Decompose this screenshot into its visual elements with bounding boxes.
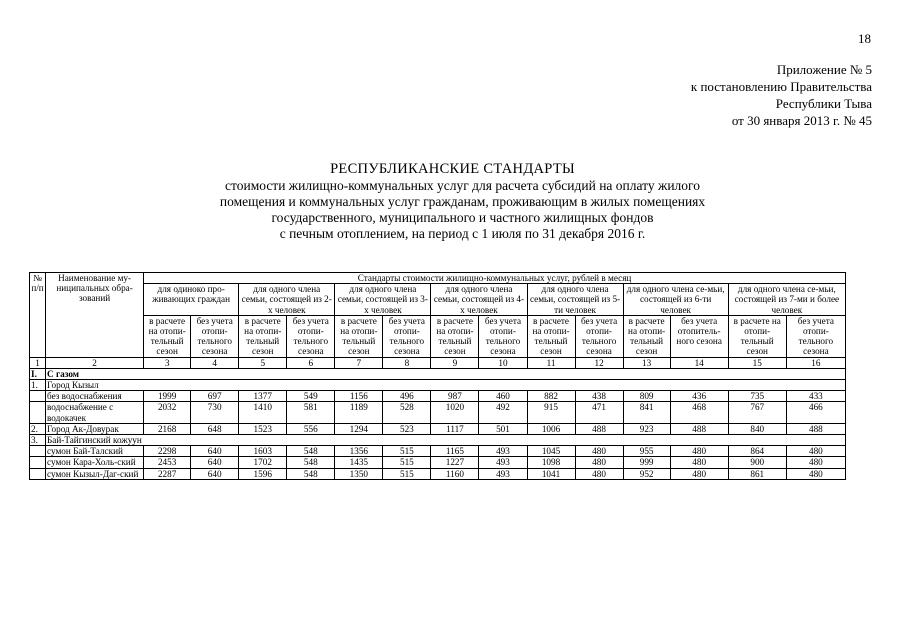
header-without-heating: без учета отопи-тельного сезона [786, 315, 845, 357]
standard-value: 468 [670, 402, 728, 423]
header-without-heating: без учета отопи-тельного сезона [479, 315, 527, 357]
column-number: 7 [335, 357, 383, 368]
standard-value: 2453 [144, 457, 191, 468]
standard-value: 1165 [431, 446, 479, 457]
standard-value: 1410 [239, 402, 287, 423]
header-household-group: для одиноко про-живающих граждан [144, 284, 239, 316]
table-row [30, 391, 846, 402]
header-with-heating: в расчете на отопи-тельный сезон [239, 315, 287, 357]
standard-value: 697 [191, 391, 239, 402]
document-heading [0, 160, 905, 242]
header-row-number: № п/п [30, 273, 46, 358]
standard-value: 1999 [144, 391, 191, 402]
standard-value: 640 [191, 457, 239, 468]
column-number: 8 [383, 357, 431, 368]
column-number: 15 [728, 357, 786, 368]
standard-value: 515 [383, 457, 431, 468]
section-number: I. [30, 368, 46, 379]
header-with-heating: в расчете на отопи-тельный сезон [144, 315, 191, 357]
row-number: 2. [30, 423, 46, 434]
header-household-group: для одного члена семьи, состоящей из 5-ти человек [527, 284, 623, 316]
standard-value: 436 [670, 391, 728, 402]
standard-value: 640 [191, 446, 239, 457]
standard-value: 480 [575, 446, 623, 457]
standard-value: 1189 [335, 402, 383, 423]
municipality-name: сумон Бай-Талский [46, 446, 144, 457]
standard-value: 861 [728, 468, 786, 479]
standard-value: 900 [728, 457, 786, 468]
row-number [30, 402, 46, 423]
standard-value: 438 [575, 391, 623, 402]
header-with-heating: в расчете на отопи-тельный сезон [623, 315, 670, 357]
standard-value: 480 [786, 457, 845, 468]
standard-value: 1356 [335, 446, 383, 457]
appendix-line: от 30 января 2013 г. № 45 [731, 113, 872, 128]
standard-value: 987 [431, 391, 479, 402]
header-household-group: для одного члена се-мьи, состоящей из 6-ти человек [623, 284, 728, 316]
standard-value: 548 [287, 468, 335, 479]
standard-value: 493 [479, 446, 527, 457]
standard-value: 2168 [144, 423, 191, 434]
standard-value: 1603 [239, 446, 287, 457]
appendix-line: Республики Тыва [775, 96, 872, 111]
municipality-name: Город Кызыл [46, 380, 846, 391]
column-number: 13 [623, 357, 670, 368]
standard-value: 496 [383, 391, 431, 402]
column-number: 2 [46, 357, 144, 368]
standard-value: 501 [479, 423, 527, 434]
column-number: 4 [191, 357, 239, 368]
row-number: 3. [30, 435, 46, 446]
standard-value: 1117 [431, 423, 479, 434]
header-standards-group: Стандарты стоимости жилищно-коммунальных услуг, рублей в месяц [144, 273, 846, 284]
table-row [30, 380, 846, 391]
document-subtitle-line: помещения и коммунальных услуг гражданам, проживающим в жилых помещениях [219, 194, 706, 209]
standard-value: 492 [479, 402, 527, 423]
column-number: 9 [431, 357, 479, 368]
standard-value: 471 [575, 402, 623, 423]
standard-value: 1294 [335, 423, 383, 434]
standard-value: 493 [479, 457, 527, 468]
header-without-heating: без учета отопи-тельного сезона [575, 315, 623, 357]
column-number: 14 [670, 357, 728, 368]
appendix-line: к постановлению Правительства [690, 79, 872, 94]
row-number [30, 457, 46, 468]
standard-value: 840 [728, 423, 786, 434]
standard-value: 2032 [144, 402, 191, 423]
standard-value: 480 [670, 468, 728, 479]
municipality-name: Город Ак-Довурак [46, 423, 144, 434]
header-household-group: для одного члена семьи, состоящей из 2-х человек [239, 284, 335, 316]
standard-value: 955 [623, 446, 670, 457]
standard-value: 1156 [335, 391, 383, 402]
column-number: 1 [30, 357, 46, 368]
standard-value: 466 [786, 402, 845, 423]
standard-value: 493 [479, 468, 527, 479]
column-number: 5 [239, 357, 287, 368]
standard-value: 767 [728, 402, 786, 423]
standard-value: 548 [287, 446, 335, 457]
standard-value: 915 [527, 402, 575, 423]
table-row [30, 423, 846, 434]
header-with-heating: в расчете на отопи-тельный сезон [527, 315, 575, 357]
table-row [30, 457, 846, 468]
standard-value: 460 [479, 391, 527, 402]
municipality-name: водоснабжение с водокачек [46, 402, 144, 423]
standard-value: 1160 [431, 468, 479, 479]
standard-value: 730 [191, 402, 239, 423]
standard-value: 488 [670, 423, 728, 434]
standard-value: 841 [623, 402, 670, 423]
standard-value: 809 [623, 391, 670, 402]
standard-value: 488 [786, 423, 845, 434]
standard-value: 556 [287, 423, 335, 434]
standard-value: 923 [623, 423, 670, 434]
standard-value: 581 [287, 402, 335, 423]
row-number [30, 391, 46, 402]
page-number: 18 [858, 31, 871, 46]
standard-value: 1377 [239, 391, 287, 402]
row-number: 1. [30, 380, 46, 391]
appendix-line: Приложение № 5 [776, 62, 872, 77]
header-without-heating: без учета отопи-тельного сезона [383, 315, 431, 357]
section-row [30, 368, 846, 379]
appendix-note [691, 61, 872, 129]
standard-value: 523 [383, 423, 431, 434]
standard-value: 1702 [239, 457, 287, 468]
column-number: 11 [527, 357, 575, 368]
standard-value: 952 [623, 468, 670, 479]
standard-value: 882 [527, 391, 575, 402]
header-without-heating: без учета отопи-тельного сезона [191, 315, 239, 357]
standard-value: 480 [575, 468, 623, 479]
standard-value: 480 [670, 446, 728, 457]
document-title: РЕСПУБЛИКАНСКИЕ СТАНДАРТЫ [330, 161, 575, 177]
table-row [30, 446, 846, 457]
standard-value: 549 [287, 391, 335, 402]
municipality-name: Бай-Тайгинский кожуун [46, 435, 846, 446]
standard-value: 864 [728, 446, 786, 457]
document-subtitle-line: стоимости жилищно-коммунальных услуг для расчета субсидий на оплату жилого [225, 178, 700, 193]
municipality-name: сумон Кызыл-Даг-ский [46, 468, 144, 479]
header-household-group: для одного члена се-мьи, состоящей из 7-ми и более человек [728, 284, 845, 316]
column-number: 12 [575, 357, 623, 368]
municipality-name: без водоснабжения [46, 391, 144, 402]
row-number [30, 468, 46, 479]
standard-value: 1227 [431, 457, 479, 468]
header-municipality: Наименование му-ниципальных обра-зований [46, 273, 144, 358]
standard-value: 515 [383, 446, 431, 457]
standard-value: 1020 [431, 402, 479, 423]
header-with-heating: в расчете на отопи-тельный сезон [728, 315, 786, 357]
standard-value: 640 [191, 468, 239, 479]
column-number: 3 [144, 357, 191, 368]
standard-value: 1006 [527, 423, 575, 434]
standard-value: 433 [786, 391, 845, 402]
standard-value: 488 [575, 423, 623, 434]
standard-value: 480 [786, 468, 845, 479]
table-row [30, 435, 846, 446]
standard-value: 480 [786, 446, 845, 457]
section-label: С газом [46, 368, 846, 379]
standard-value: 1350 [335, 468, 383, 479]
header-household-group: для одного члена семьи, состоящей из 4-х человек [431, 284, 527, 316]
header-with-heating: в расчете на отопи-тельный сезон [431, 315, 479, 357]
table-row [30, 468, 846, 479]
header-household-group: для одного члена семьи, состоящей из 3-х человек [335, 284, 431, 316]
standard-value: 2287 [144, 468, 191, 479]
standard-value: 1435 [335, 457, 383, 468]
standard-value: 735 [728, 391, 786, 402]
standard-value: 528 [383, 402, 431, 423]
standards-table [29, 272, 846, 480]
standard-value: 515 [383, 468, 431, 479]
standard-value: 1596 [239, 468, 287, 479]
standard-value: 2298 [144, 446, 191, 457]
standard-value: 1523 [239, 423, 287, 434]
header-without-heating: без учета отопи-тельного сезона [287, 315, 335, 357]
standard-value: 1045 [527, 446, 575, 457]
document-subtitle-line: с печным отоплением, на период с 1 июля по 31 декабря 2016 г. [279, 226, 646, 241]
municipality-name: сумон Кара-Холь-ский [46, 457, 144, 468]
table-row [30, 402, 846, 423]
standard-value: 1098 [527, 457, 575, 468]
standard-value: 548 [287, 457, 335, 468]
standard-value: 999 [623, 457, 670, 468]
standard-value: 648 [191, 423, 239, 434]
standard-value: 480 [670, 457, 728, 468]
header-without-heating: без учета отопитель-ного сезона [670, 315, 728, 357]
standard-value: 480 [575, 457, 623, 468]
row-number [30, 446, 46, 457]
column-number: 10 [479, 357, 527, 368]
column-number: 16 [786, 357, 845, 368]
column-number: 6 [287, 357, 335, 368]
standard-value: 1041 [527, 468, 575, 479]
document-subtitle-line: государственного, муниципального и частного жилищных фондов [271, 210, 654, 225]
header-with-heating: в расчете на отопи-тельный сезон [335, 315, 383, 357]
